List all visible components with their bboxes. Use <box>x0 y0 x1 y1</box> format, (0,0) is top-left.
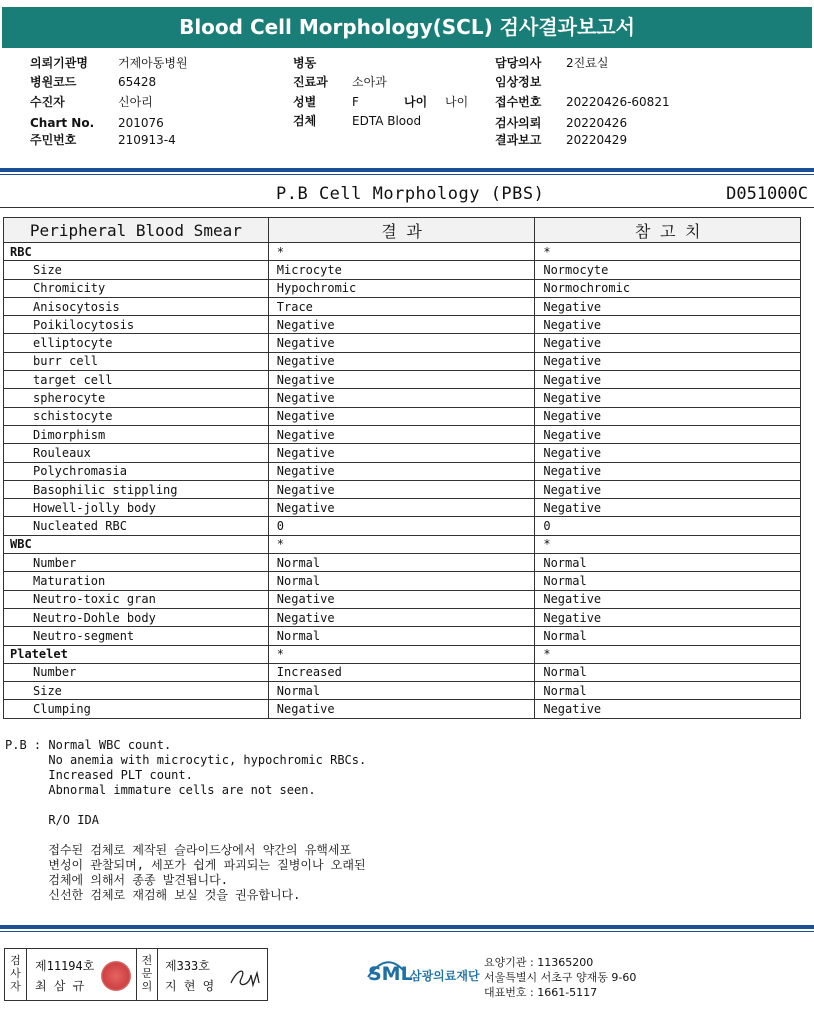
result-cell: Normal <box>268 682 535 700</box>
result-cell: * <box>268 645 535 663</box>
table-row <box>4 425 801 443</box>
reference-cell: Negative <box>535 407 801 425</box>
reference-cell: Negative <box>535 334 801 352</box>
department-label: 진료과 <box>293 75 328 89</box>
table-section-row <box>4 243 801 261</box>
vertical-label-char: 문 <box>141 967 153 980</box>
reference-cell: Negative <box>535 499 801 517</box>
org-code: 요양기관 : 11365200 <box>484 956 594 969</box>
report-subtitle: P.B Cell Morphology (PBS) <box>276 184 545 204</box>
request-date-label: 검사의뢰 <box>495 116 542 130</box>
result-cell: Negative <box>268 389 535 407</box>
table-row <box>4 334 801 352</box>
bottom-divider-thin <box>0 931 814 932</box>
test-name-cell: RBC <box>4 243 269 261</box>
subtitle-divider <box>0 207 814 208</box>
sml-logo-text: SML <box>368 963 413 985</box>
test-name-cell: Dimorphism <box>4 425 269 443</box>
header-reference: 참 고 치 <box>535 218 801 243</box>
table-body <box>4 243 801 719</box>
table-row <box>4 316 801 334</box>
org-address <box>484 955 636 1000</box>
test-name-cell: Poikilocytosis <box>4 316 269 334</box>
result-cell: Negative <box>268 371 535 389</box>
specimen-label: 검체 <box>293 114 317 128</box>
comment-line: R/O IDA <box>5 813 99 827</box>
result-cell: Negative <box>268 425 535 443</box>
vertical-label-char: 자 <box>10 980 21 993</box>
reference-cell: * <box>535 243 801 261</box>
hospital-code-value: 65428 <box>118 75 157 89</box>
reference-cell: Normal <box>535 663 801 681</box>
table-row <box>4 572 801 590</box>
result-cell: Negative <box>268 352 535 370</box>
age-value: 나이 <box>445 95 469 109</box>
result-cell: Negative <box>268 444 535 462</box>
doctor-label: 담당의사 <box>495 56 542 70</box>
comment-line: P.B : Normal WBC count. <box>5 738 172 752</box>
receipt-no-label: 접수번호 <box>495 95 542 109</box>
test-name-cell: Anisocytosis <box>4 297 269 315</box>
comment-block <box>5 738 366 903</box>
table-row <box>4 663 801 681</box>
table-row <box>4 371 801 389</box>
sex-label: 성별 <box>293 95 317 109</box>
chart-no-label: Chart No. <box>30 116 95 130</box>
test-name-cell: Maturation <box>4 572 269 590</box>
test-name-cell: Number <box>4 663 269 681</box>
specialist-name: 지 현 영 <box>165 979 215 993</box>
vertical-label-char: 사 <box>10 967 21 980</box>
result-cell: Normal <box>268 627 535 645</box>
reference-cell: 0 <box>535 517 801 535</box>
table-row <box>4 590 801 608</box>
vertical-label-char: 전 <box>141 954 153 967</box>
org-phone: 대표번호 : 1661-5117 <box>484 986 598 999</box>
comment-line: Abnormal immature cells are not seen. <box>5 783 316 797</box>
specialist-license: 제333호 <box>165 959 210 973</box>
result-cell: * <box>268 243 535 261</box>
reference-cell: Negative <box>535 590 801 608</box>
reference-cell: Negative <box>535 480 801 498</box>
table-row <box>4 700 801 718</box>
reference-cell: * <box>535 645 801 663</box>
test-name-cell: Clumping <box>4 700 269 718</box>
top-divider-thin <box>0 174 814 175</box>
table-row <box>4 279 801 297</box>
reference-cell: Negative <box>535 700 801 718</box>
hospital-value: 거제아동병원 <box>118 56 188 70</box>
reference-cell: Normochromic <box>535 279 801 297</box>
test-name-cell: elliptocyte <box>4 334 269 352</box>
department-value: 소아과 <box>352 75 387 89</box>
patient-info <box>0 0 814 160</box>
comment-line <box>5 798 366 813</box>
result-cell: Negative <box>268 590 535 608</box>
table-row <box>4 407 801 425</box>
patient-label: 수진자 <box>30 95 65 109</box>
comment-line: 검체에 의해서 종종 발견됩니다. <box>5 873 228 887</box>
report-title-banner: Blood Cell Morphology(SCL) 검사결과보고서 <box>2 7 812 48</box>
reference-cell: Normal <box>535 572 801 590</box>
inspector-license: 제11194호 <box>35 959 95 973</box>
result-cell: Normal <box>268 554 535 572</box>
result-cell: Negative <box>268 499 535 517</box>
result-cell: Negative <box>268 316 535 334</box>
test-name-cell: Howell-jolly body <box>4 499 269 517</box>
reference-cell: Negative <box>535 352 801 370</box>
reference-cell: Normal <box>535 554 801 572</box>
test-name-cell: burr cell <box>4 352 269 370</box>
test-name-cell: spherocyte <box>4 389 269 407</box>
comment-line: Increased PLT count. <box>5 768 193 782</box>
test-name-cell: Neutro-segment <box>4 627 269 645</box>
test-name-cell: Size <box>4 261 269 279</box>
test-name-cell: Platelet <box>4 645 269 663</box>
comment-line: 신선한 검체로 재검해 보실 것을 권유합니다. <box>5 888 301 902</box>
top-divider <box>0 168 814 172</box>
reference-cell: Negative <box>535 297 801 315</box>
table-section-row <box>4 535 801 553</box>
table-row <box>4 352 801 370</box>
result-cell: Hypochromic <box>268 279 535 297</box>
chart-no-value: 201076 <box>118 116 164 130</box>
receipt-no-value: 20220426-60821 <box>566 95 670 109</box>
request-date-value: 20220426 <box>566 116 628 130</box>
age-label: 나이 <box>404 95 428 109</box>
result-cell: Increased <box>268 663 535 681</box>
reference-cell: Negative <box>535 608 801 626</box>
test-name-cell: Polychromasia <box>4 462 269 480</box>
result-cell: Negative <box>268 462 535 480</box>
test-name-cell: Neutro-toxic gran <box>4 590 269 608</box>
specialist-vertical-label <box>136 949 158 1000</box>
result-cell: Negative <box>268 700 535 718</box>
table-section-row <box>4 645 801 663</box>
comment-line <box>5 828 366 843</box>
table-row <box>4 462 801 480</box>
clinical-info-label: 임상정보 <box>495 75 542 89</box>
result-cell: Trace <box>268 297 535 315</box>
reference-cell: Negative <box>535 389 801 407</box>
hospital-label: 의뢰기관명 <box>30 56 88 70</box>
result-cell: Negative <box>268 608 535 626</box>
report-date-label: 결과보고 <box>495 133 542 147</box>
table-row <box>4 389 801 407</box>
test-name-cell: target cell <box>4 371 269 389</box>
resident-no-label: 주민번호 <box>30 133 77 147</box>
result-cell: 0 <box>268 517 535 535</box>
vertical-label-char: 의 <box>141 980 153 993</box>
reference-cell: Negative <box>535 371 801 389</box>
reference-cell: Negative <box>535 316 801 334</box>
table-row <box>4 517 801 535</box>
table-row <box>4 554 801 572</box>
reference-cell: Normal <box>535 627 801 645</box>
org-street: 서울특별시 서초구 양재동 9-60 <box>484 971 637 984</box>
test-name-cell: Basophilic stippling <box>4 480 269 498</box>
table-row <box>4 499 801 517</box>
result-cell: Microcyte <box>268 261 535 279</box>
sex-value: F <box>352 95 359 109</box>
result-cell: * <box>268 535 535 553</box>
comment-line: 접수된 검체로 제작된 슬라이드상에서 약간의 유핵세포 <box>5 843 352 857</box>
table-row <box>4 682 801 700</box>
table-row <box>4 261 801 279</box>
reference-cell: Negative <box>535 444 801 462</box>
signature-box <box>4 948 268 1001</box>
test-name-cell: WBC <box>4 535 269 553</box>
table-row <box>4 444 801 462</box>
test-name-cell: Chromicity <box>4 279 269 297</box>
report-code: D051000C <box>726 184 808 204</box>
test-name-cell: Size <box>4 682 269 700</box>
reference-cell: Negative <box>535 462 801 480</box>
result-cell: Normal <box>268 572 535 590</box>
table-row <box>4 480 801 498</box>
result-cell: Negative <box>268 334 535 352</box>
header-result: 결 과 <box>268 218 535 243</box>
table-row <box>4 297 801 315</box>
table-header-row <box>4 218 801 243</box>
table-row <box>4 627 801 645</box>
test-name-cell: Rouleaux <box>4 444 269 462</box>
patient-value: 신아리 <box>118 95 153 109</box>
result-cell: Negative <box>268 480 535 498</box>
inspector-seal-icon <box>101 961 131 991</box>
morphology-table <box>3 217 801 719</box>
comment-line: No anemia with microcytic, hypochromic RBCs. <box>5 753 367 767</box>
hospital-code-label: 병원코드 <box>30 75 77 89</box>
result-cell: Negative <box>268 407 535 425</box>
inspector-vertical-label <box>5 949 27 1000</box>
reference-cell: * <box>535 535 801 553</box>
test-name-cell: schistocyte <box>4 407 269 425</box>
test-name-cell: Number <box>4 554 269 572</box>
table-row <box>4 608 801 626</box>
resident-no-value: 210913-4 <box>118 133 176 147</box>
comment-line: 변성이 관찰되며, 세포가 쉽게 파괴되는 질병이나 오래된 <box>5 858 366 872</box>
vertical-label-char: 검 <box>10 954 21 967</box>
ward-label: 병동 <box>293 56 317 70</box>
header-item: Peripheral Blood Smear <box>4 218 269 243</box>
specimen-value: EDTA Blood <box>352 114 422 128</box>
test-name-cell: Nucleated RBC <box>4 517 269 535</box>
bottom-divider <box>0 925 814 929</box>
reference-cell: Normocyte <box>535 261 801 279</box>
report-date-value: 20220429 <box>566 133 628 147</box>
signature-icon <box>227 961 267 993</box>
org-name: 삼광의료재단 <box>410 969 480 983</box>
reference-cell: Normal <box>535 682 801 700</box>
doctor-value: 2진료실 <box>566 56 609 70</box>
inspector-name: 최 삼 규 <box>35 979 85 993</box>
reference-cell: Negative <box>535 425 801 443</box>
test-name-cell: Neutro-Dohle body <box>4 608 269 626</box>
